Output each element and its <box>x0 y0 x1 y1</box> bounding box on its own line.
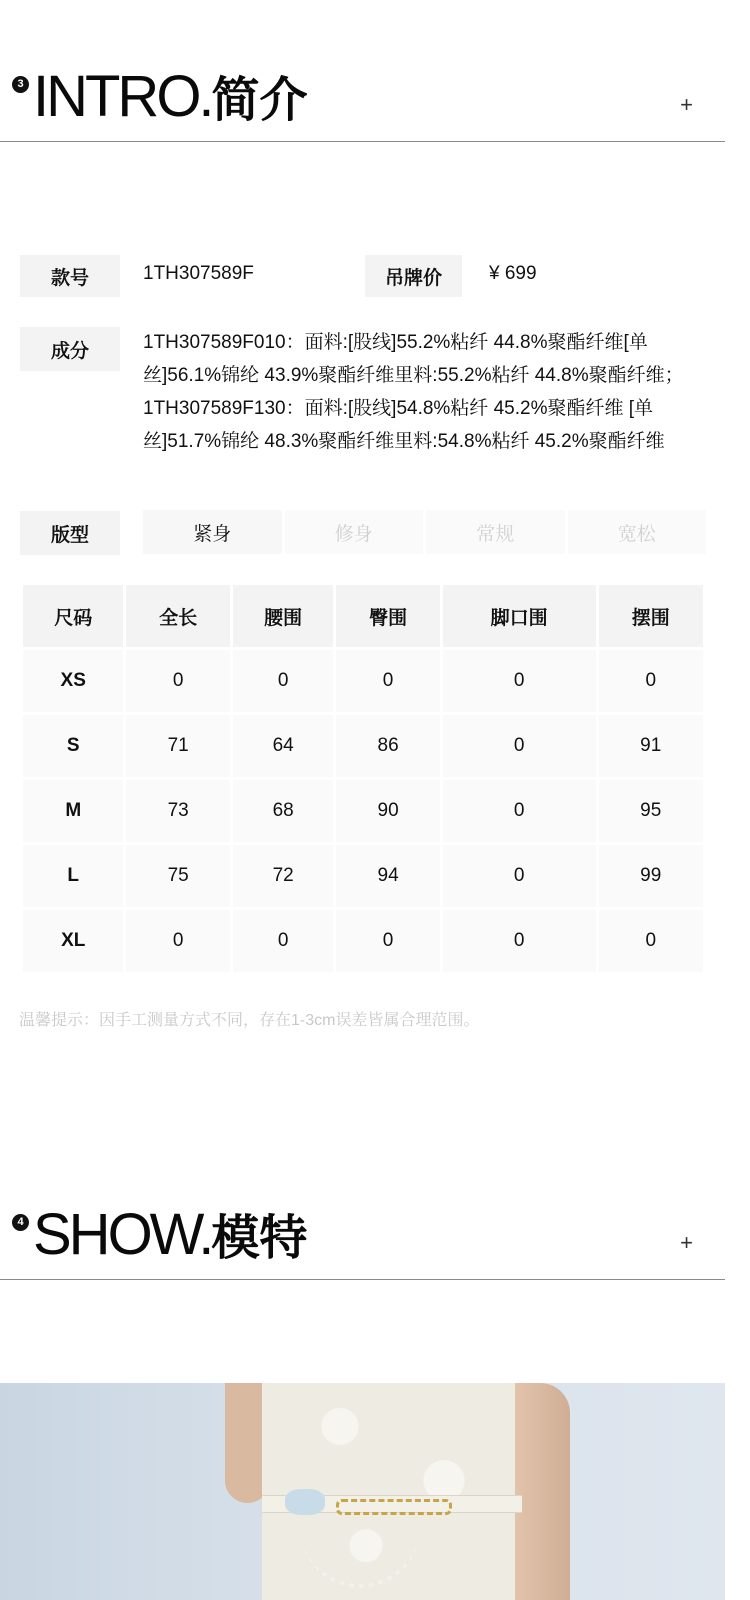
style-no-label: 款号 <box>20 255 120 297</box>
intro-title <box>33 64 308 129</box>
size-cell: XL <box>23 910 123 972</box>
fit-option-tight: 紧身 <box>143 510 282 554</box>
table-cell: 0 <box>233 650 333 712</box>
table-row <box>23 715 703 777</box>
table-row <box>23 650 703 712</box>
composition-label: 成分 <box>20 327 120 371</box>
header-waist: 腰围 <box>233 585 333 647</box>
price-label: 吊牌价 <box>365 255 462 297</box>
measurement-note: 温馨提示：因手工测量方式不同，存在1-3cm误差皆属合理范围。 <box>19 1012 480 1029</box>
table-cell: 0 <box>126 910 229 972</box>
fit-selector <box>143 510 706 554</box>
size-table-header-row <box>23 585 703 647</box>
size-cell: S <box>23 715 123 777</box>
section-number-badge: 4 <box>12 1214 29 1231</box>
show-title-cn: 模特 <box>211 1210 308 1266</box>
fit-option-slim: 修身 <box>285 510 424 554</box>
table-cell: 95 <box>599 780 704 842</box>
table-cell: 0 <box>443 845 596 907</box>
table-row <box>23 910 703 972</box>
table-cell: 0 <box>599 910 704 972</box>
table-row <box>23 780 703 842</box>
header-hem-opening: 脚口围 <box>443 585 596 647</box>
table-row <box>23 845 703 907</box>
show-title <box>33 1202 308 1267</box>
size-cell: L <box>23 845 123 907</box>
header-length: 全长 <box>126 585 229 647</box>
bow-accessory <box>285 1489 325 1515</box>
style-no-value: 1TH307589F <box>143 263 254 284</box>
table-cell: 90 <box>336 780 439 842</box>
size-cell: M <box>23 780 123 842</box>
header-hip: 臀围 <box>336 585 439 647</box>
fit-option-regular: 常规 <box>426 510 565 554</box>
model-photo <box>0 1383 725 1600</box>
table-cell: 0 <box>336 650 439 712</box>
header-size: 尺码 <box>23 585 123 647</box>
section-number-badge: 3 <box>12 76 29 93</box>
table-cell: 86 <box>336 715 439 777</box>
intro-section-header <box>0 0 725 142</box>
fit-option-loose: 宽松 <box>568 510 707 554</box>
composition-value: 1TH307589F010：面料:[股线]55.2%粘纤 44.8%聚酯纤维[单丝]56.1%锦纶 43.9%聚酯纤维里料:55.2%粘纤 44.8%聚酯纤维；1TH307589F130：面料:[股线]54.8%粘纤 45.2%聚酯纤维 [单丝]51.7%锦纶 48.3%聚酯纤维里料:54.8%粘纤 45.2%聚酯纤维 <box>143 332 684 452</box>
intro-title-cn: 简介 <box>211 72 308 128</box>
price-value: ¥ 699 <box>489 263 537 284</box>
table-cell: 0 <box>443 650 596 712</box>
table-cell: 99 <box>599 845 704 907</box>
table-cell: 0 <box>443 910 596 972</box>
model-arm-right <box>515 1383 570 1600</box>
show-divider <box>0 1279 725 1280</box>
table-cell: 91 <box>599 715 704 777</box>
table-cell: 0 <box>126 650 229 712</box>
size-cell: XS <box>23 650 123 712</box>
table-cell: 0 <box>599 650 704 712</box>
table-cell: 72 <box>233 845 333 907</box>
table-cell: 73 <box>126 780 229 842</box>
show-expand-icon[interactable]: + <box>680 1230 693 1255</box>
intro-expand-icon[interactable]: + <box>680 92 693 117</box>
gold-chain <box>336 1499 452 1515</box>
intro-title-en: INTRO. <box>33 64 212 129</box>
fit-label: 版型 <box>20 511 120 555</box>
header-hem-width: 摆围 <box>599 585 704 647</box>
show-title-en: SHOW. <box>33 1202 212 1267</box>
table-cell: 68 <box>233 780 333 842</box>
intro-divider <box>0 141 725 142</box>
size-table <box>20 582 706 975</box>
table-cell: 0 <box>336 910 439 972</box>
show-section-header <box>0 1138 725 1280</box>
table-cell: 0 <box>233 910 333 972</box>
table-cell: 0 <box>443 780 596 842</box>
table-cell: 64 <box>233 715 333 777</box>
table-cell: 0 <box>443 715 596 777</box>
table-cell: 94 <box>336 845 439 907</box>
table-cell: 71 <box>126 715 229 777</box>
table-cell: 75 <box>126 845 229 907</box>
